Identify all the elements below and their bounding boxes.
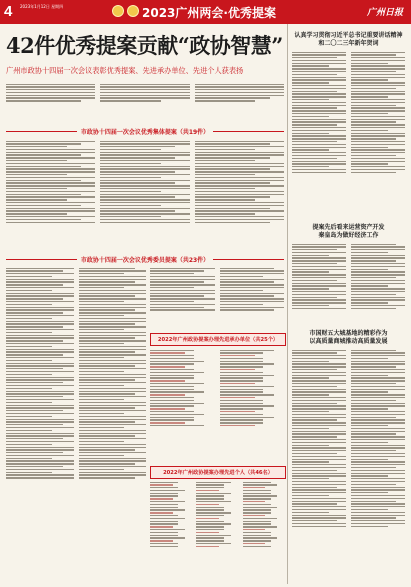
committee-proposals-section — [6, 252, 210, 267]
headline: 42件优秀提案贡献“政协智慧” — [6, 33, 283, 58]
advanced-individuals-title: 2022年广州政协提案办理先进个人（共46名） — [151, 467, 285, 478]
committee-list — [6, 266, 146, 582]
collective-list-col1 — [6, 139, 95, 257]
column-divider — [287, 24, 288, 584]
top-banner — [0, 0, 411, 24]
collective-list-col2 — [100, 139, 189, 257]
right-story-2 — [292, 222, 405, 340]
advanced-units-list — [150, 348, 284, 466]
committee-list-col2 — [79, 266, 147, 582]
banner-title: 2023广州两会·优秀提案 — [142, 6, 276, 20]
story3-title: 市国财五大城基地的精彩作为 以高质量商城推动高质量发展 — [309, 330, 388, 345]
lead-paragraph — [6, 82, 284, 112]
collective-list-col3 — [195, 139, 284, 257]
newspaper-logo: 广州日报 — [366, 8, 403, 18]
page-number: 4 — [4, 3, 13, 20]
date-info: 2023年1月12日 星期四 — [20, 4, 64, 9]
right-story-3 — [292, 328, 405, 586]
committee-list-col1 — [6, 266, 74, 582]
committee-section-title: 市政协十四届一次会议优秀委员提案（共23件） — [6, 255, 284, 264]
advanced-units-box — [150, 333, 286, 346]
advanced-individuals-list — [150, 480, 284, 580]
committee-list-continued — [150, 266, 284, 328]
story2-title: 提案先后看来运营资产开发 秦皇岛为做好经济工作 — [312, 224, 385, 239]
subheadline: 广州市政协十四届一次会议表彰优秀提案、先进承办单位、先进个人获表扬 — [6, 66, 244, 75]
story1-title: 认真学习贯彻习近平总书记重要讲话精神 和二〇二三年新年贺词 — [294, 32, 403, 47]
emblem-icon — [112, 5, 124, 17]
article-header — [6, 30, 284, 90]
right-story-1 — [292, 30, 405, 222]
emblem-icon — [127, 5, 139, 17]
collective-section-title: 市政协十四届一次会议优秀集体提案（共19件） — [6, 127, 284, 136]
advanced-units-title: 2022年广州政协提案办理先进承办单位（共25个） — [151, 334, 285, 345]
advanced-individuals-box — [150, 466, 286, 479]
collective-proposals-section — [6, 124, 284, 257]
